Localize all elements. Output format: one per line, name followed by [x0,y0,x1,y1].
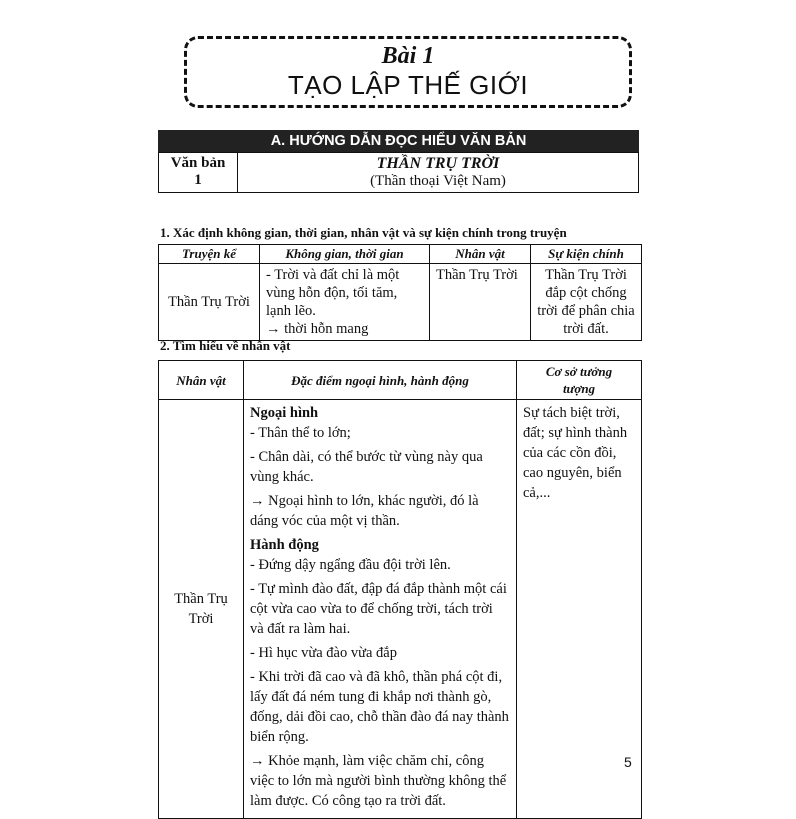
text-info-table [158,152,639,193]
character-cell: Thần Trụ Trời [430,264,531,341]
appearance-heading: Ngoại hình [250,405,319,421]
appearance-line: - Chân dài, có thể bước từ vùng này qua vùng khác. [250,449,483,485]
appearance-line: - Thân thể to lớn; [250,425,351,441]
table-header-row [159,361,642,400]
space-time-cell [260,264,430,341]
action-line: → Khỏe mạnh, làm việc chăm chỉ, công việc to lớn mà người bình thường không thể làm được. Có công tạo ra trời đất. [250,753,507,809]
action-line: - Đứng dậy ngẩng đầu đội trời lên. [250,557,451,573]
text-name: THẦN TRỤ TRỜI [376,155,500,172]
lesson-title: TẠO LẬP THẾ GIỚI [287,70,529,100]
story-cell: Thần Trụ Trời [159,264,260,341]
table-row [159,264,642,341]
question1-heading: 1. Xác định không gian, thời gian, nhân vật và sự kiện chính trong truyện [160,225,567,240]
header-character: Nhân vật [159,361,244,400]
basis-cell: Sự tách biệt trời, đất; sự hình thành của các cồn đồi, cao nguyên, biển cả,... [517,400,642,819]
lesson-title-box [184,36,632,108]
text-label: Văn bản [170,155,226,171]
action-line: - Hì hục vừa đào vừa đắp [250,645,397,661]
header-story: Truyện kể [159,245,260,264]
appearance-line: → Ngoại hình to lớn, khác người, đó là dáng vóc của một vị thần. [250,493,479,529]
table-header-row [159,245,642,264]
question1-table [158,244,642,341]
header-basis: Cơ sở tưởng tượng [517,361,642,400]
text-number: 1 [194,172,202,188]
action-heading: Hành động [250,537,319,553]
space-time-line: - Trời và đất chỉ là một vùng hỗn độn, tối tăm, lạnh lẽo. [266,267,400,319]
header-event: Sự kiện chính [531,245,642,264]
character-cell: Thần Trụ Trời [159,400,244,819]
text-subtitle: (Thần thoại Việt Nam) [370,173,506,189]
event-cell: Thần Trụ Trời đắp cột chống trời để phân chia trời đất. [531,264,642,341]
header-character: Nhân vật [430,245,531,264]
lesson-number: Bài 1 [381,43,435,69]
text-label-cell [159,153,238,193]
header-appearance-action: Đặc điểm ngoại hình, hành động [244,361,517,400]
section-header: A. HƯỚNG DẪN ĐỌC HIỂU VĂN BẢN [158,130,639,152]
appearance-action-cell [244,400,517,819]
space-time-line: → thời hỗn mang [266,321,369,337]
question2-heading: 2. Tìm hiểu về nhân vật [160,338,291,353]
table-row [159,400,642,819]
text-title-cell [238,153,639,193]
page-number: 5 [624,754,632,770]
action-line: - Tự mình đào đất, đập đá đắp thành một cái cột vừa cao vừa to để chống trời, tách trời và đất ra làm hai. [250,581,507,637]
action-line: - Khi trời đã cao và đã khô, thần phá cột đi, lấy đất đá ném tung đi khắp nơi thành gò, đống, dải đồi cao, chỗ thần đào đá nay thành biển rộng. [250,669,509,745]
header-space-time: Không gian, thời gian [260,245,430,264]
question2-table [158,360,642,819]
